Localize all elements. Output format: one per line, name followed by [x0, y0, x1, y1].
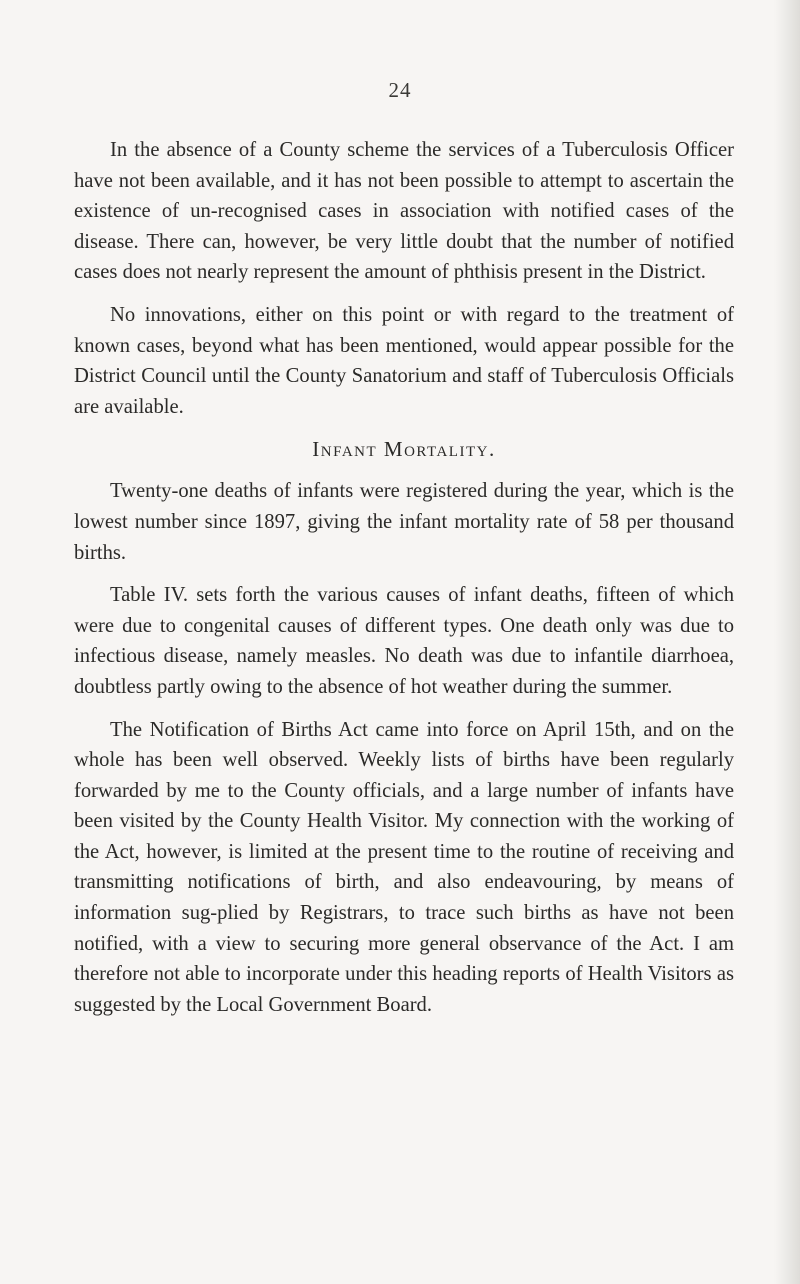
paragraph-notification-of-births: The Notification of Births Act came into force on April 15th, and on the whole has been well observed. Weekly lists of births have been regularly forwarded by me to the County officials, and a large number of infants have been visited by the County Health Visitor. My connection with the working of the Act, however, is limited at the present time to the routine of receiving and transmitting notifications of birth, and also endeavouring, by means of information sug-plied by Registrars, to trace such births as have not been notified, with a view to securing more general observance of the Act. I am therefore not able to incorporate under this heading reports of Health Visitors as suggested by the Local Government Board.: [74, 718, 734, 1016]
paragraph-tuberculosis-officer: In the absence of a County scheme the services of a Tuberculosis Officer have not been available, and it has not been possible to attempt to ascertain the existence of un-recognised cases in association with notified cases of the disease. There can, however, be very little doubt that the number of notified cases does not nearly represent the amount of phthisis present in the District.: [74, 139, 734, 284]
section-heading-infant-mortality: Infant Mortality.: [312, 437, 496, 462]
paragraph-innovations: No innovations, either on this point or with regard to the treatment of known cases, beyond what has been mentioned, would appear possible for the District Council until the County Sanatorium and staff of Tuberculosis Officials are available.: [74, 303, 734, 418]
document-body: [74, 135, 734, 1032]
paragraph-table-iv: Table IV. sets forth the various causes of infant deaths, fifteen of which were due to congenital causes of different types. One death only was due to infectious disease, namely measles. No death was due to infantile diarrhoea, doubtless partly owing to the absence of hot weather during the summer.: [74, 584, 734, 698]
page-edge-shadow: [774, 0, 800, 1284]
paragraph-infant-deaths: Twenty-one deaths of infants were registered during the year, which is the lowest number since 1897, giving the infant mortality rate of 58 per thousand births.: [74, 480, 734, 564]
page-number: 24: [388, 78, 412, 102]
